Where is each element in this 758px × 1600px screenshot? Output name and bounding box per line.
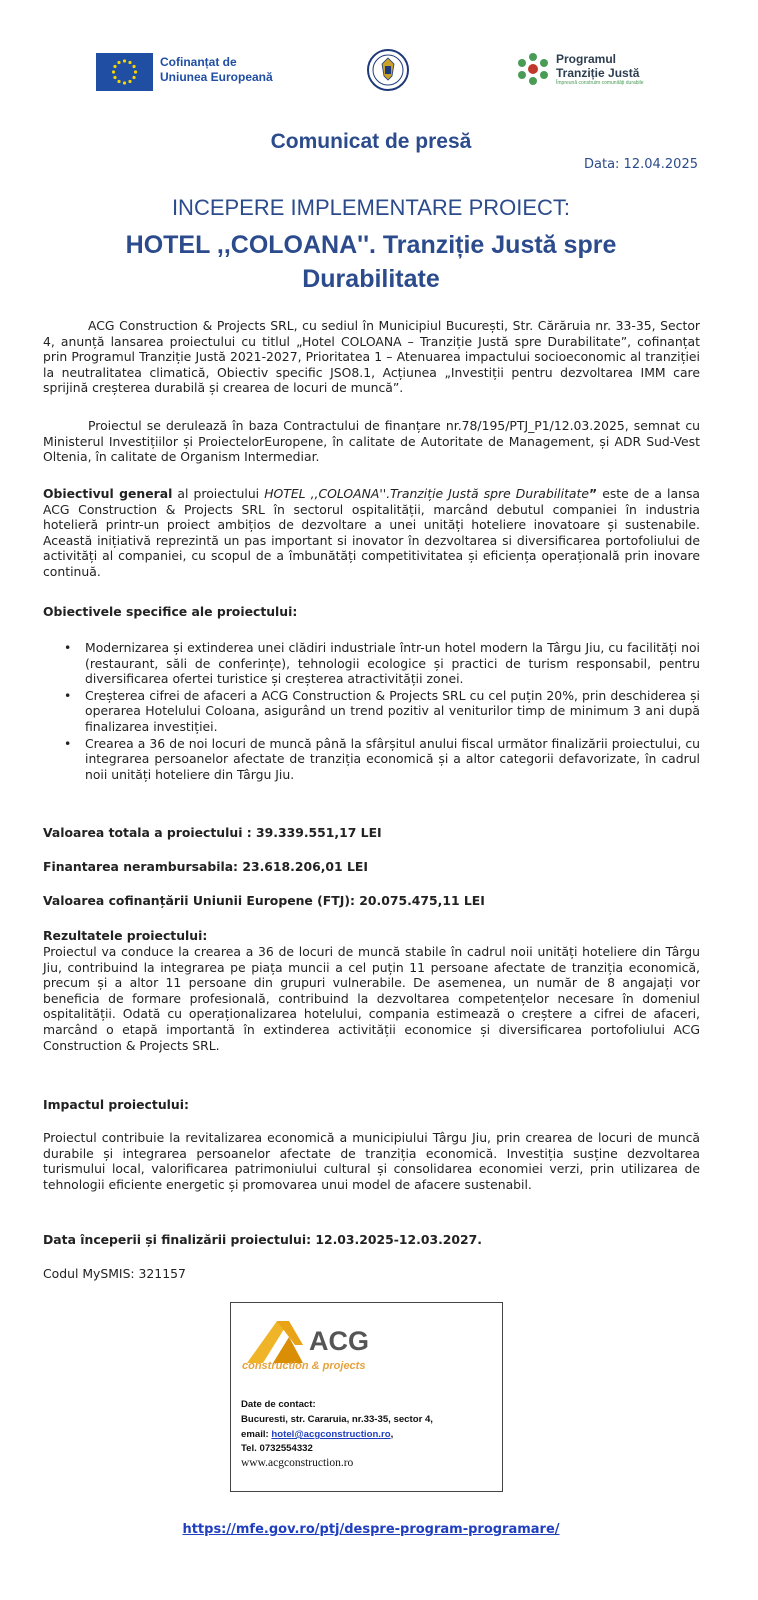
project-title-line-1: INCEPERE IMPLEMENTARE PROIECT: [171,195,571,220]
contract-paragraph: Proiectul se derulează în baza Contractului de finanțare nr.78/195/PTJ_P1/12.03.2025, semnat cu Ministerul Investițiilor și ProiectelorEuropene, în calitate de Autoritate de Management, și ADR Sud-Vest Oltenia, în calitate de Organism Intermediar. [43,418,700,465]
total-value-amount: 39.339.551,17 LEI [256,825,382,840]
project-dates-label: Data începerii și finalizării proiectului: [43,1232,316,1247]
press-release-heading: Comunicat de presă [270,130,472,153]
contact-box [230,1302,503,1492]
impact-paragraph: Proiectul contribuie la revitalizarea economică a municipiului Târgu Jiu, prin crearea de locuri de muncă durabile și integrarea persoanelor afectate de tranziția economică. Investiția susține dezvoltarea turismului local, valorificarea patrimoniului cultural și consolidarea economiei verzi, prin utilizarea de tehnologii eficiente energetic și promovarea unui model de afacere sustenabil. [43,1130,700,1192]
eu-star [113,65,116,68]
eu-star [132,76,135,79]
program-info-link[interactable]: https://mfe.gov.ro/ptj/despre-program-programare/ [182,1522,560,1537]
objective-item: • Creșterea cifrei de afaceri a ACG Construction & Projects SRL cu cel puțin 20%, prin deschiderea și operarea Hotelului Coloana, asigurând un trend pozitiv al veniturilor timp de minimum 3 ani după finalizarea investiției. [43,688,700,735]
contact-phone: Tel. 0732554332 [241,1443,313,1454]
results-heading: Rezultatele proiectului: [43,928,208,943]
eu-star [117,61,120,64]
general-objective-paragraph [43,486,700,580]
specific-objectives-heading: Obiectivele specifice ale proiectului: [43,604,298,619]
eu-star [134,70,137,73]
acg-logo-name: ACG [309,1326,369,1356]
specific-objectives-list [43,640,700,783]
eu-cofinanced-label [160,55,273,85]
impact-heading: Impactul proiectului: [43,1097,189,1112]
ptj-line-1: Programul [556,52,617,66]
contact-email-line [241,1429,393,1440]
ptj-program-label [556,52,644,87]
objective-item: • Modernizarea și extinderea unei clădiri industriale într-un hotel modern la Târgu Jiu, cu facilități noi (restaurant, săli de conferințe), tehnologii ecologice și practici de turism responsabil, pentru diversificarea ofertei turistice și creșterea atractivității zonei. [43,640,700,687]
eu-star [112,70,115,73]
eu-star [117,80,120,83]
objective-item: • Crearea a 36 de noi locuri de muncă până la sfârșitul anului fiscal următor finalizării proiectului, cu integrarea persoanelor afectate de tranziția economică și a altor categorii defavorizate, în cadrul noii unități hoteliere din Târgu Jiu. [43,736,700,783]
general-objective-quote: ” [589,486,598,501]
total-value-label: Valoarea totala a proiectului : [43,825,257,840]
total-value-line [43,825,700,841]
general-objective-label: Obiectivul general [43,486,173,501]
contact-website: www.acgconstruction.ro [241,1457,354,1469]
project-dates-value: 12.03.2025-12.03.2027. [315,1232,482,1247]
eu-star [123,59,126,62]
eu-line-2: Uniunea Europeană [160,70,273,84]
nonrefundable-label: Finantarea nerambursabila: [43,859,243,874]
intro-paragraph: ACG Construction & Projects SRL, cu sediul în Municipiul București, Str. Cărăruia nr. 33-35, Sector 4, anunță lansarea proiectului cu titlul „Hotel COLOANA – Tranziție Justă spre Durabilitate”, cofinanțat prin Programul Tranziție Justă 2021-2027, Prioritatea 1 – Atenuarea impactului socioeconomic al tranziției la neutralitatea climatică, Obiectiv specific JSO8.1, Acțiunea „Investiții pentru dezvoltarea IMM care sprijină creșterea durabilă și crearea de locuri de muncă”. [43,318,700,396]
contact-heading: Date de contact: [241,1399,316,1410]
mysmis-code: Codul MySMIS: 321157 [43,1266,186,1281]
eu-star [123,81,126,84]
contact-email-link[interactable]: hotel@acgconstruction.ro [271,1429,391,1440]
release-date: Data: 12.04.2025 [584,157,698,172]
results-paragraph: Proiectul va conduce la crearea a 36 de locuri de muncă stabile în cadrul noii unități hoteliere din Târgu Jiu, contribuind la integrarea pe piața muncii a cel puțin 11 persoane afectate de tranziția economică, precum și a altor 11 persoane din grupuri vulnerabile. De asemenea, un număr de 8 angajați vor beneficia de formare profesională, contribuind la dezvoltarea competențelor necesare în domeniul ospitalității. Odată cu operaționalizarea hotelului, compania estimează o creștere a cifrei de afaceri, marcând o etapă importantă în extinderea activității economice și diversificarea portofoliului ACG Construction & Projects SRL. [43,944,700,1053]
eu-stars-icon [96,53,153,91]
contact-address: Bucuresti, str. Cararuia, nr.33-35, sector 4, [241,1414,433,1425]
nonrefundable-amount: 23.618.206,01 LEI [242,859,368,874]
eu-cofinancing-line [43,893,700,909]
contact-email-trail: , [390,1429,394,1440]
eu-star [113,76,116,79]
eu-star [128,61,131,64]
ptj-line-2: Tranziție Justă [556,66,640,80]
general-objective-text: este de a lansa ACG Construction & Projects SRL în sectorul ospitalității, marcând debutul companiei în industria hotelieră printr-un proiect ambițios de dezvoltare a unei unități hoteliere inovatoare și sustenabile. Această inițiativă reprezintă un pas important si inovator în dezvoltarea si diversificarea portofoliului de activități al companiei, cu scopul de a îmbunătăți competitivitatea și eficiența operațională prin inovare continuă. [43,486,700,579]
ptj-flower-icon [514,50,552,88]
eu-star [128,80,131,83]
project-dates-line [43,1232,700,1248]
eu-line-1: Cofinanțat de [160,55,237,69]
eu-flag-logo [96,53,153,91]
ptj-tagline: Împreună construim comunități durabile [556,80,644,86]
romanian-government-seal-icon [366,48,410,92]
eu-star [132,65,135,68]
general-objective-project-title: HOTEL ,,COLOANA''.Tranziție Justă spre Durabilitate [264,486,590,501]
general-objective-connector: al proiectului [172,486,265,501]
eu-cofinancing-amount: 20.075.475,11 LEI [359,893,485,908]
nonrefundable-line [43,859,700,875]
eu-cofinancing-label: Valoarea cofinanțării Uniunii Europene (FTJ): [43,893,360,908]
contact-email-label: email: [241,1429,272,1440]
acg-logo-tagline: construction & projects [242,1360,366,1372]
project-title-line-2: HOTEL ,,COLOANA''. Tranziție Justă spre Durabilitate [125,231,617,293]
